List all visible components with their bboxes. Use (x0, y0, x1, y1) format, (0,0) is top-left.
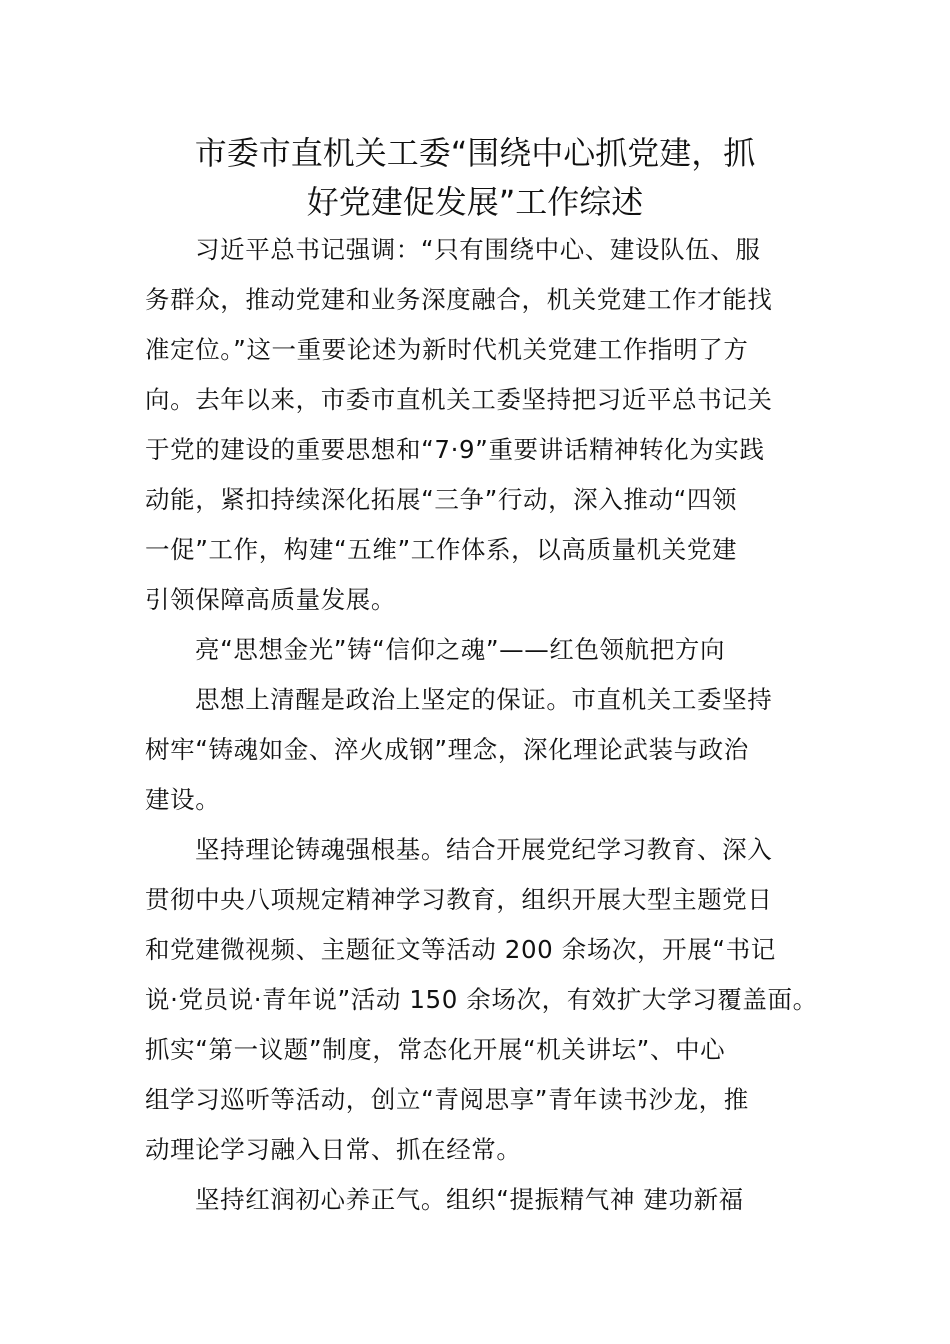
paragraph-4-line-1: 坚持红润初心养正气。组织“提振精气神 建功新福 (195, 1185, 744, 1214)
paragraph-3-line-5: 抓实“第一议题”制度，常态化开展“机关讲坛”、中心 (145, 1035, 726, 1064)
paragraph-2-line-3: 建设。 (145, 785, 221, 814)
document-title-line-2: 好党建促发展”工作综述 (306, 183, 644, 221)
section-heading: 亮“思想金光”铸“信仰之魂”——红色领航把方向 (195, 635, 726, 664)
paragraph-3-line-6: 组学习巡听等活动，创立“青阅思享”青年读书沙龙，推 (145, 1085, 749, 1114)
paragraph-1-line-5: 于党的建设的重要思想和“7·9”重要讲话精神转化为实践 (145, 435, 765, 464)
paragraph-1-line-1: 习近平总书记强调：“只有围绕中心、建设队伍、服 (195, 235, 761, 264)
paragraph-3-line-4: 说·党员说·青年说”活动 150 余场次，有效扩大学习覆盖面。 (145, 985, 818, 1014)
paragraph-3-line-1: 坚持理论铸魂强根基。结合开展党纪学习教育、深入 (195, 835, 773, 864)
paragraph-1-line-3: 准定位。”这一重要论述为新时代机关党建工作指明了方 (145, 335, 749, 364)
paragraph-3-line-3: 和党建微视频、主题征文等活动 200 余场次，开展“书记 (145, 935, 776, 964)
paragraph-2-line-2: 树牢“铸魂如金、淬火成钢”理念，深化理论武装与政治 (145, 735, 749, 764)
paragraph-3-line-2: 贯彻中央八项规定精神学习教育，组织开展大型主题党日 (145, 885, 773, 914)
paragraph-2-line-1: 思想上清醒是政治上坚定的保证。市直机关工委坚持 (195, 685, 773, 714)
paragraph-1-line-8: 引领保障高质量发展。 (145, 585, 396, 614)
document-title-line-1: 市委市直机关工委“围绕中心抓党建，抓 (194, 134, 756, 172)
paragraph-1-line-7: 一促”工作，构建“五维”工作体系，以高质量机关党建 (145, 535, 738, 564)
paragraph-1-line-4: 向。去年以来，市委市直机关工委坚持把习近平总书记关 (145, 385, 773, 414)
paragraph-3-line-7: 动理论学习融入日常、抓在经常。 (145, 1135, 522, 1164)
paragraph-1-line-2: 务群众，推动党建和业务深度融合，机关党建工作才能找 (145, 285, 773, 314)
paragraph-1-line-6: 动能，紧扣持续深化拓展“三争”行动，深入推动“四领 (145, 485, 738, 514)
